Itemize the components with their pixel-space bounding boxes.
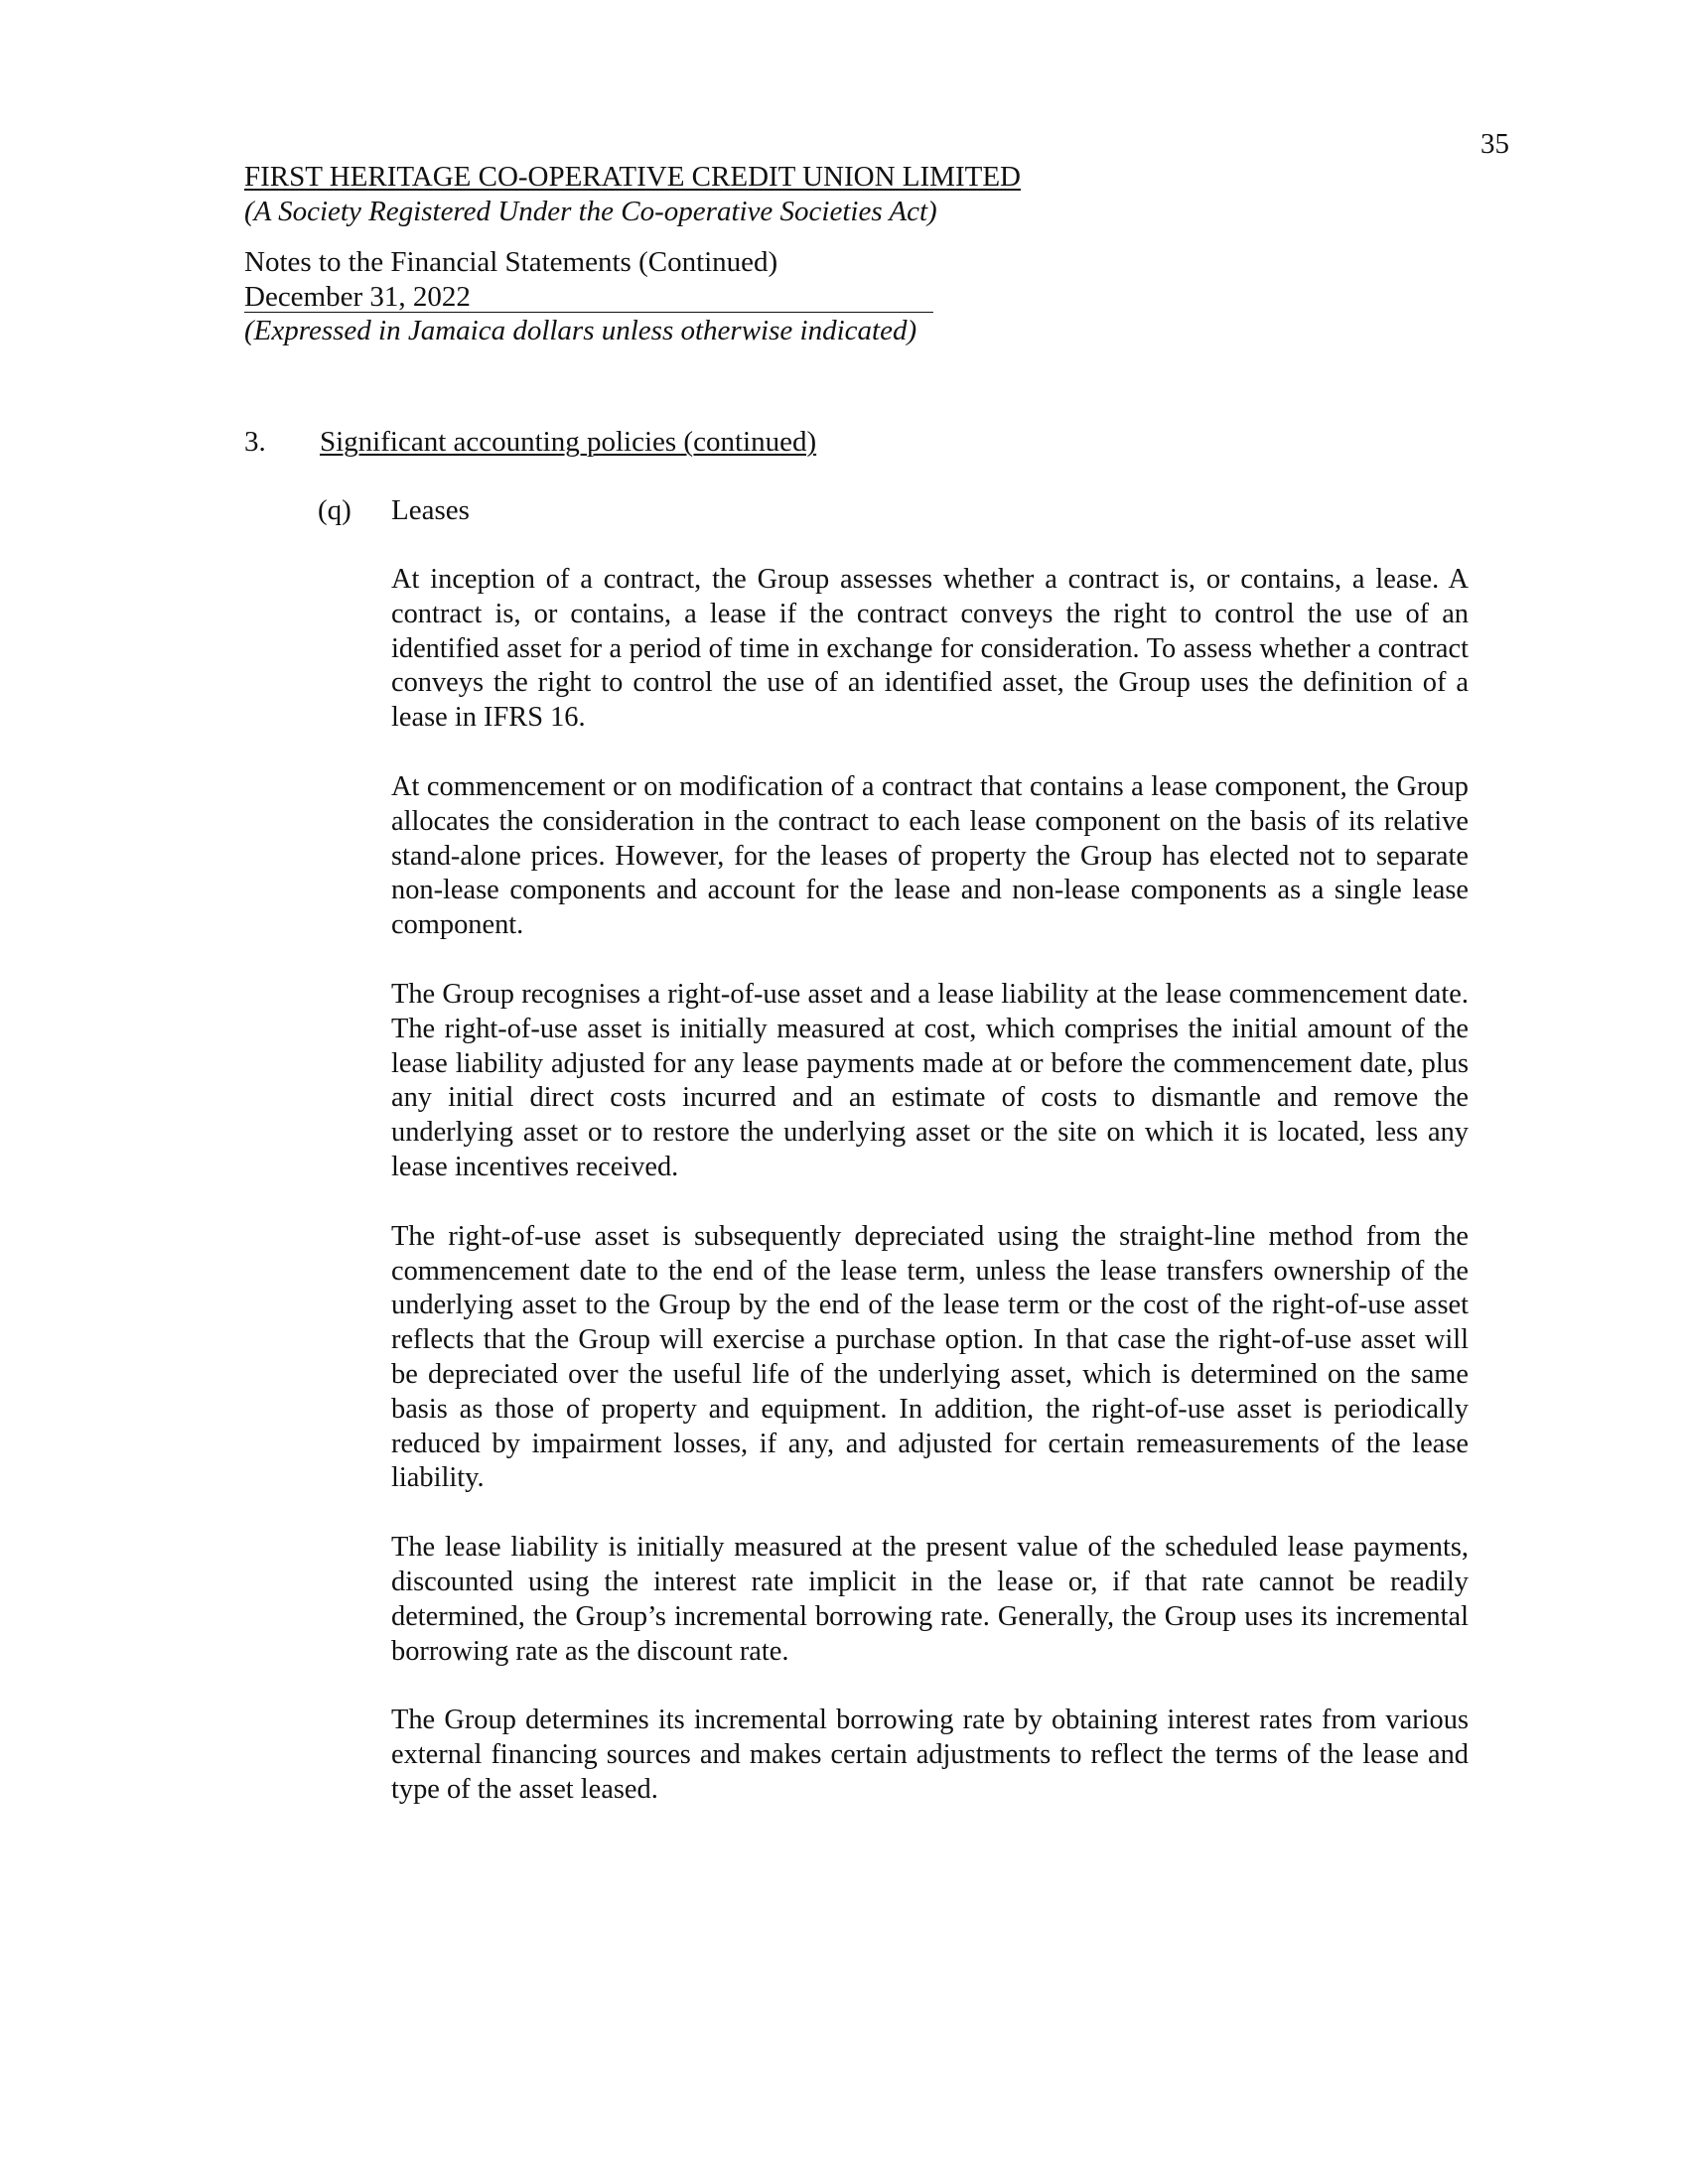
paragraph: At commencement or on modification of a contract that contains a lease component, the Group allocates the consideration in the contract to each lease component on the basis of its relative stand-alone prices. However, for the leases of property the Group has elected not to separate non-lease components and account for the lease and non-lease components as a single lease component.: [391, 770, 1469, 941]
paragraph: The Group recognises a right-of-use asset and a lease liability at the lease commencement date. The right-of-use asset is initially measured at cost, which comprises the initial amount of the lease liability adjusted for any lease payments made at or before the commencement date, plus any initial direct costs incurred and an estimate of costs to dismantle and remove the underlying asset or to restore the underlying asset or the site on which it is located, less any lease incentives received.: [391, 978, 1469, 1182]
page-number: 35: [1480, 128, 1509, 160]
header-spacer: [244, 228, 1021, 245]
leases-body: [391, 563, 1469, 1843]
document-header: [244, 160, 1021, 348]
subsection-marker: (q): [318, 494, 352, 526]
registration-note: (A Society Registered Under the Co-operative Societies Act): [244, 195, 937, 227]
organization-name: FIRST HERITAGE CO-OPERATIVE CREDIT UNION LIMITED: [244, 161, 1021, 193]
paragraph: The Group determines its incremental borrowing rate by obtaining interest rates from various external financing sources and makes certain adjustments to reflect the terms of the lease and type of the asset leased.: [391, 1705, 1469, 1805]
subsection-title: Leases: [391, 494, 470, 526]
statement-date: December 31, 2022: [244, 282, 933, 313]
notes-title: Notes to the Financial Statements (Continued): [244, 246, 778, 278]
currency-note: (Expressed in Jamaica dollars unless otherwise indicated): [244, 315, 917, 346]
paragraph: The right-of-use asset is subsequently depreciated using the straight-line method from the commencement date to the end of the lease term, unless the lease transfers ownership of the underlying asset to the Group by the end of the lease term or the cost of the right-of-use asset reflects that the Group will exercise a purchase option. In that case the right-of-use asset will be depreciated over the useful life of the underlying asset, which is determined on the same basis as those of property and equipment. In addition, the right-of-use asset is periodically reduced by impairment losses, if any, and adjusted for certain remeasurements of the lease liability.: [391, 1220, 1469, 1494]
paragraph: The lease liability is initially measured at the present value of the scheduled lease payments, discounted using the interest rate implicit in the lease or, if that rate cannot be readily determined, the Group’s incremental borrowing rate. Generally, the Group uses its incremental borrowing rate as the discount rate.: [391, 1532, 1469, 1667]
section-number: 3.: [244, 426, 266, 458]
section-title: Significant accounting policies (continued): [320, 426, 817, 458]
paragraph: At inception of a contract, the Group assesses whether a contract is, or contains, a lease. A contract is, or contains, a lease if the contract conveys the right to control the use of an identified asset for a period of time in exchange for consideration. To assess whether a contract conveys the right to control the use of an identified asset, the Group uses the definition of a lease in IFRS 16.: [391, 564, 1469, 734]
